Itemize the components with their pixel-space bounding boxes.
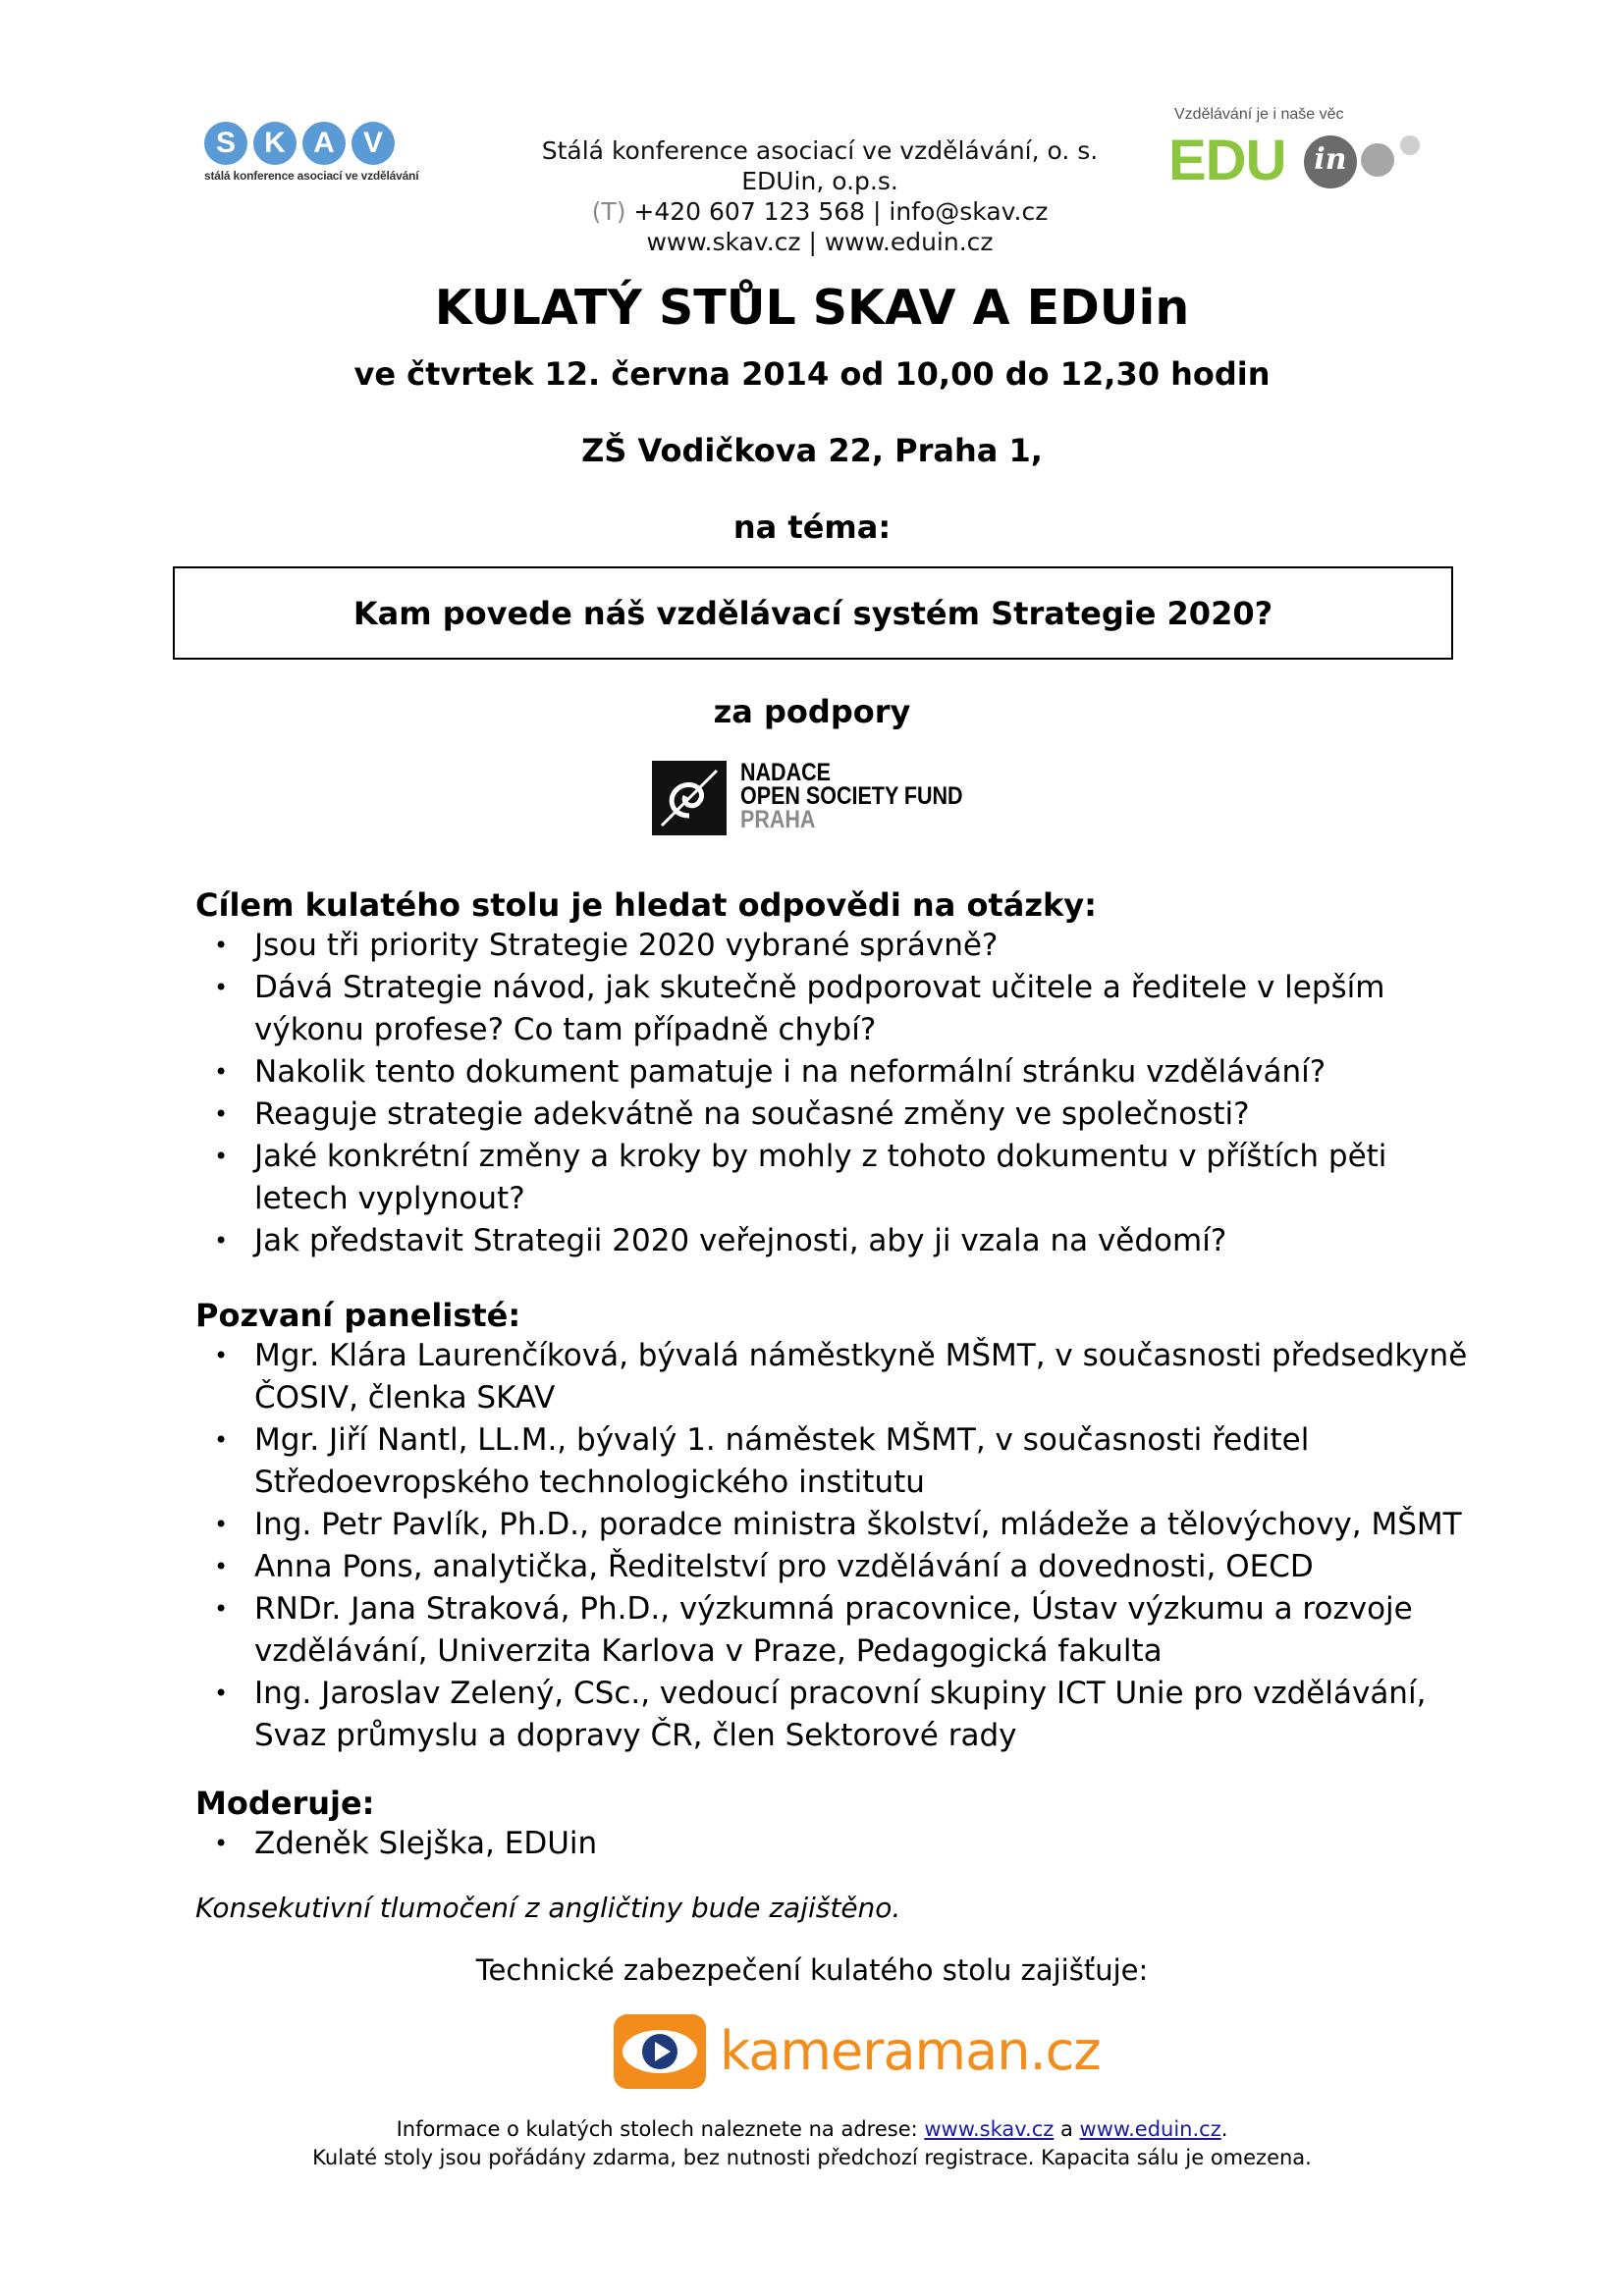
phone-email: +420 607 123 568 | info@skav.cz: [633, 197, 1049, 226]
list-item-text: Jak představit Strategii 2020 veřejnosti, aby ji vzala na vědomí?: [254, 1223, 1227, 1258]
skav-letter: S: [204, 122, 247, 165]
questions-list: [195, 925, 1501, 1262]
websites-line: www.skav.cz | www.eduin.cz: [646, 228, 994, 256]
list-item: [195, 925, 1501, 967]
eduin-logo-dot: [1361, 143, 1394, 177]
skav-logo: [204, 122, 471, 192]
skav-logo-letters: [204, 122, 471, 165]
bullet-icon: •: [214, 932, 229, 959]
list-item-text: Ing. Jaroslav Zelený, CSc., vedoucí pracovní skupiny ICT Unie pro vzdělávání,: [254, 1676, 1427, 1711]
eduin-tagline: Vzdělávání je i naše věc: [1174, 106, 1344, 123]
questions-heading: Cílem kulatého stolu je hledat odpovědi na otázky:: [195, 886, 1097, 924]
osf-line: OPEN SOCIETY FUND: [740, 782, 963, 810]
eduin-logo-word: EDU: [1168, 129, 1286, 192]
footer-text: a: [1054, 2117, 1080, 2141]
list-item: [195, 1136, 1501, 1220]
org-line-eduin: EDUin, o.p.s.: [741, 167, 898, 195]
eduin-logo: [1168, 106, 1443, 196]
bullet-icon: •: [214, 1342, 229, 1369]
kameraman-logo-text: kameraman.cz: [720, 2020, 1101, 2082]
kameraman-logo: [614, 2014, 1101, 2089]
osf-spiral-icon: [652, 761, 727, 835]
list-item: [195, 967, 1501, 1051]
list-item-text: Středoevropského technologického institutu: [254, 1465, 925, 1500]
phone-prefix: (T): [591, 197, 626, 226]
page-title: KULATÝ STŮL SKAV A EDUin: [434, 280, 1190, 336]
list-item: [195, 1673, 1501, 1757]
list-item: [195, 1504, 1501, 1546]
footer-text: Informace o kulatých stolech naleznete na adrese:: [396, 2117, 925, 2141]
list-item-text: Jsou tři priority Strategie 2020 vybrané správně?: [254, 928, 999, 963]
list-item-text: Mgr. Jiří Nantl, LL.M., bývalý 1. náměstek MŠMT, v současnosti ředitel: [254, 1422, 1310, 1458]
footer-info-line: [0, 2117, 1624, 2141]
list-item-text: Mgr. Klára Laurenčíková, bývalá náměstkyně MŠMT, v současnosti předsedkyně: [254, 1338, 1468, 1373]
skav-link[interactable]: www.skav.cz: [924, 2117, 1055, 2141]
list-item-text: Reaguje strategie adekvátně na současné změny ve společnosti?: [254, 1096, 1250, 1132]
osf-line: NADACE: [740, 759, 831, 786]
bullet-icon: •: [214, 1143, 229, 1170]
osf-logo: [652, 761, 1005, 835]
topic-intro: na téma:: [732, 508, 892, 546]
technical-support-line: Technické zabezpečení kulatého stolu zajišťuje:: [475, 1953, 1149, 1987]
panelists-list: [195, 1335, 1501, 1757]
list-item-text: výkonu profese? Co tam případně chybí?: [254, 1012, 877, 1047]
bullet-icon: •: [214, 1830, 229, 1857]
list-item: [195, 1588, 1501, 1673]
list-item: [195, 1094, 1501, 1136]
list-item-text: RNDr. Jana Straková, Ph.D., výzkumná pracovnice, Ústav výzkumu a rozvoje: [254, 1591, 1413, 1627]
eduin-logo-dot: [1400, 135, 1420, 155]
interpretation-note: Konsekutivní tlumočení z angličtiny bude zajištěno.: [195, 1892, 901, 1924]
eduin-logo-mark: [1168, 124, 1443, 192]
kameraman-eye-icon: [614, 2014, 706, 2089]
moderator-heading: Moderuje:: [195, 1785, 375, 1822]
bullet-icon: •: [214, 1680, 229, 1707]
list-item-text: Anna Pons, analytička, Ředitelství pro vzdělávání a dovednosti, OECD: [254, 1549, 1314, 1584]
bullet-icon: •: [214, 1426, 229, 1454]
eduin-link[interactable]: www.eduin.cz: [1079, 2117, 1221, 2141]
list-item: [195, 1823, 1501, 1865]
support-intro: za podpory: [713, 693, 911, 730]
list-item-text: Dává Strategie návod, jak skutečně podporovat učitele a ředitele v lepším: [254, 970, 1385, 1005]
footer-text: .: [1220, 2117, 1228, 2141]
skav-letter: K: [253, 122, 297, 165]
list-item: [195, 1051, 1501, 1094]
questions-section: [195, 885, 1501, 1262]
bullet-icon: •: [214, 1058, 229, 1086]
moderator-section: [195, 1784, 1501, 1865]
bullet-icon: •: [214, 974, 229, 1001]
skav-letter: V: [352, 122, 395, 165]
contact-line: [511, 196, 1129, 227]
bullet-icon: •: [214, 1595, 229, 1623]
place-line: ZŠ Vodičkova 22, Praha 1,: [581, 432, 1043, 469]
list-item-text: Ing. Petr Pavlík, Ph.D., poradce ministra školství, mládeže a tělovýchovy, MŠMT: [254, 1507, 1462, 1542]
bullet-icon: •: [214, 1227, 229, 1255]
topic-text: Kam povede náš vzdělávací systém Strategie 2020?: [352, 594, 1273, 632]
list-item-text: Zdeněk Slejška, EDUin: [254, 1826, 598, 1861]
list-item-text: ČOSIV, členka SKAV: [254, 1380, 556, 1415]
header-contact-block: [511, 135, 1129, 257]
list-item: [195, 1419, 1501, 1504]
osf-line: PRAHA: [740, 806, 816, 833]
osf-logo-text: [740, 761, 963, 831]
skav-letter: A: [302, 122, 346, 165]
date-line: ve čtvrtek 12. června 2014 od 10,00 do 12,30 hodin: [353, 355, 1271, 393]
list-item-text: letech vyplynout?: [254, 1181, 525, 1216]
eduin-logo-in: in: [1304, 135, 1357, 188]
topic-box: [173, 566, 1453, 660]
footer-registration-line: Kulaté stoly jsou pořádány zdarma, bez nutnosti předchozí registrace. Kapacita sálu je omezena.: [312, 2146, 1312, 2169]
bullet-icon: •: [214, 1511, 229, 1538]
moderator-list: [195, 1823, 1501, 1865]
list-item-text: vzdělávání, Univerzita Karlova v Praze, Pedagogická fakulta: [254, 1633, 1163, 1669]
list-item-text: Svaz průmyslu a dopravy ČR, člen Sektorové rady: [254, 1718, 1017, 1753]
skav-logo-subtitle: stálá konference asociací ve vzdělávání: [204, 169, 419, 183]
list-item: [195, 1220, 1501, 1262]
list-item: [195, 1546, 1501, 1588]
bullet-icon: •: [214, 1100, 229, 1128]
panelists-section: [195, 1296, 1501, 1757]
list-item-text: Nakolik tento dokument pamatuje i na neformální stránku vzdělávání?: [254, 1054, 1326, 1090]
list-item-text: Jaké konkrétní změny a kroky by mohly z tohoto dokumentu v příštích pěti: [254, 1139, 1387, 1174]
bullet-icon: •: [214, 1553, 229, 1580]
panelists-heading: Pozvaní panelisté:: [195, 1297, 521, 1334]
list-item: [195, 1335, 1501, 1419]
org-line-skav: Stálá konference asociací ve vzdělávání, o. s.: [541, 136, 1099, 165]
